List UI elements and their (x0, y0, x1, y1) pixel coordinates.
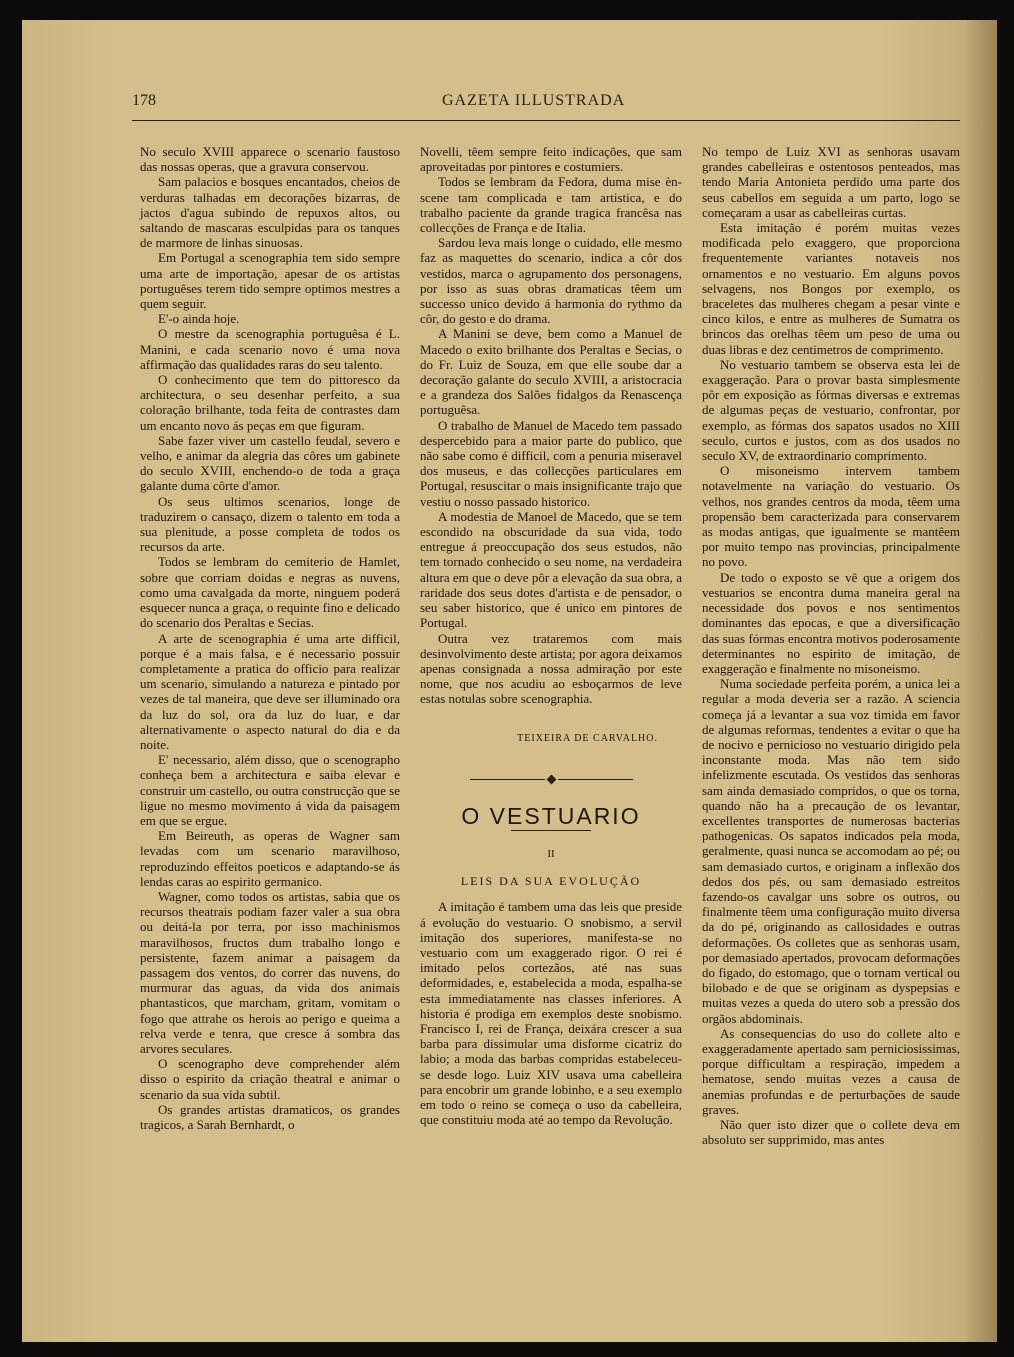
paragraph: Todos se lembram do cemiterio de Hamlet, sobre que corriam doidas e negras as nuvens, como uma cavalgada da morte, ninguem poderá esquecer nunca a graça, o requinte fino e delicado do scenario dos Peraltas e Secias. (140, 554, 400, 631)
paragraph: O conhecimento que tem do pittoresco da architectura, o seu desenhar perfeito, a sua coloração brilhante, toda feita de contrastes dam um encanto novo ás peças em que figuram. (140, 372, 400, 433)
paragraph: Os grandes artistas dramaticos, os grandes tragicos, a Sarah Bernhardt, o (140, 1101, 400, 1132)
paragraph: O trabalho de Manuel de Macedo tem passado despercebido para a maior parte do publico, que não sabe como é difficil, com a penuria miseravel dos museus, e das collecções particulares em Portugal, resuscitar o mais insignificante trajo que vestiu o nosso passado historico. (420, 417, 682, 509)
paragraph: Os seus ultimos scenarios, longe de traduzirem o cansaço, dizem o talento em toda a sua plenitude, a posse completa de todos os recursos da arte. (140, 493, 400, 555)
paragraph: Numa sociedade perfeita porém, a unica lei a regular a moda deveria ser a razão. A sciencia começa já a levantar a sua voz timida em favor de algumas reformas, tendentes a evitar o que ha de nocivo e pernicioso no vestuario dirigido pela inconstante moda. Mas não tem sido infelizmente escutada. Os vestidos das senhoras sam ainda demasiado compridos, o que os torna, quando não ha a precaução de os levantar, excellentes transportes de numerosas bacterias pathogenicas. Os sapatos indicados pela moda, geralmente, quasi nunca se accomodam ao pé; ou sam demasiado curtos, e originam a inflexão dos dedos dos pés, ou sam demasiado estreitos fazendo-os cavalgar uns sobre os outros, ou finalmente têem uma configuração muito diversa da do pé, originando as callosidades e outras deformações. Os colletes que as senhoras usam, por demasiado apertados, provocam deformações do figado, do estomago, que o tornam vertical ou bilobado e de que se originam as dyspepsias e muitas vezes a queda do utero sob a pressão dos orgãos abdominais. (702, 676, 960, 1026)
paragraph: E'-o ainda hoje. (158, 311, 240, 327)
paragraph: Outra vez trataremos com mais desinvolvimento deste artista; por agora deixamos apenas consignada a nossa admiração por este nome, que nos acudiu ao esboçarmos de leve estas notulas sobre scenographia. (420, 630, 682, 707)
paragraph: Wagner, como todos os artistas, sabia que os recursos theatrais podiam fazer valer a sua obra ou deitá-la por terra, por isso machinismos maravilhosos, fructos dum trabalho longo e persistente, fazem animar a paisagem da passagem dos ventos, do correr das nuvens, do murmurar das aguas, da vida dos animais phantasticos, que marcham, gritam, vomitam o fogo que attrahe os herois ao perigo e queima a relva verde e tenra, que cresce á sombra das arvores seculares. (140, 888, 400, 1056)
paragraph: Novelli, têem sempre feito indicações, que sam aproveitadas por pintores e costumiers. (420, 144, 682, 175)
paragraph: E' necessario, além disso, que o scenographo conheça bem a architectura e saiba elevar e construir um castello, ou outra construcção que se ligue no mesmo movimento á vida da paisagem em que se ergue. (140, 752, 400, 828)
paragraph: Em Portugal a scenographia tem sido sempre uma arte de importação, apesar de os artistas portuguêses terem tido sempre optimos mestres a quem seguir. (140, 250, 400, 312)
paragraph: Sam palacios e bosques encantados, cheios de verduras talhadas em decorações bizarras, de jactos d'agua subindo de repuxos altos, ou saltando de mascaras esculpidas para os tanques de marmore de linhas sinuosas. (140, 174, 400, 251)
paragraph: Sardou leva mais longe o cuidado, elle mesmo faz as maquettes do scenario, indica a côr dos vestidos, marca o agrupamento dos personagens, por isso as suas obras dramaticas têem um successo unico devido á harmonia do rythmo da côr, do gesto e do drama. (420, 235, 682, 327)
page-fold-shadow (967, 20, 997, 1342)
article-title: O VESTUARIO (461, 802, 641, 829)
paragraph: A Manini se deve, bem como a Manuel de Macedo o exito brilhante dos Peraltas e Secias, o do Fr. Luiz de Souza, em que elle soube dar a decoração galante do seculo XVIII, a aristocracia e a grandeza dos Salões fidalgos da Renascença portuguêsa. (420, 326, 682, 418)
column-1 (140, 144, 400, 1132)
paragraph: No vestuario tambem se observa esta lei de exaggeração. Para o provar basta simplesmente pôr em exposição as fórmas diversas e extremas de algumas peças de vestuario, confrontar, por exemplo, as fórmas dos sapatos usados no XIII seculo, curtos e justos, com as dos usados no seculo XV, de extraordinario comprimento. (702, 356, 960, 464)
paragraph: Esta imitação é porém muitas vezes modificada pelo exaggero, que proporciona frequentemente variantes notaveis nos ornamentos e no vestuario. Em alguns povos selvagens, nos Bongos por exemplo, os braceletes das mulheres chegam a pesar vinte e cinco kilos, e entre as mulheres de Sumatra os brincos das orelhas têem um peso de uma ou duas libras e dez centimetros de comprimento. (702, 220, 960, 357)
paragraph: Em Beireuth, as operas de Wagner sam levadas com um scenario maravilhoso, reproduzindo effeitos poeticos e adaptando-se ás lendas caras ao espirito germanico. (140, 828, 400, 889)
paragraph: No seculo XVIII apparece o scenario faustoso das nossas operas, que a gravura conservou. (140, 144, 400, 175)
page-number: 178 (132, 92, 156, 109)
running-title: GAZETA ILLUSTRADA (442, 92, 626, 109)
section-divider-ornament (420, 776, 682, 783)
paragraph: No tempo de Luiz XVI as senhoras usavam grandes cabelleiras e ostentosos penteados, mas tendo Maria Antonieta perdido uma parte dos seus cabellos em seguida a um parto, logo se começaram a usar as cabelleiras curtas. (702, 144, 960, 220)
article-section-number: II (547, 847, 555, 860)
paragraph: O misoneismo intervem tambem notavelmente na variação do vestuario. Os velhos, nos grandes centros da moda, têem uma propensão bem caracterizada para conservarem as modas antigas, que igualmente se mantêem por muito tempo nas provincias, principalmente no povo. (702, 463, 960, 570)
author-signature: TEIXEIRA DE CARVALHO. (517, 732, 658, 744)
article-subtitle: LEIS DA SUA EVOLUÇÃO (460, 874, 642, 889)
paragraph: A imitação é tambem uma das leis que preside á evolução do vestuario. O snobismo, a servil imitação dos superiores, manifesta-se no vestuario com um exaggerado rigor. O rei é imitado pelos cortezãos, até nas suas deformidades, e, estabelecida a moda, espalha-se esta immediatamente nas classes inferiores. A historia é prodiga em exemplos deste snobismo. Francisco I, rei de França, deixára crescer a sua barba para dissimular uma disforme cicatriz do labio; a moda das barbas compridas estabeleceu-se desde logo. Luiz XIV usava uma cabelleira para encobrir um grande lobinho, e a seu exemplo em todo o reino se começa o uso da cabelleira, que constituiu moda até ao tempo da Revolução. (420, 899, 682, 1128)
paragraph: O scenographo deve comprehender além disso o espirito da criação theatral e animar o scenario da sua vida subtil. (140, 1056, 400, 1102)
header-rule (132, 120, 960, 121)
paragraph: A arte de scenographia é uma arte difficil, porque é a mais falsa, e é necessario possuir completamente a pratica do officio para realizar um scenario, simulando a natureza e pintado por vezes de tal maneira, que deve ser illuminado ora da luz do sol, ora da luz do luar, e dar alternativamente o aspecto natural do dia e da noite. (140, 630, 400, 752)
page-header (22, 92, 997, 112)
paragraph: A modestia de Manoel de Macedo, que se tem escondido na obscuridade da sua vida, todo entregue á preoccupação dos seus estudos, não tem tornado conhecido o seu nome, na verdadeira altura em que o deve pôr a elevação da sua obra, a raridade dos seus dotes d'artista e de pensador, o seu saber historico, que é unico em pintores de Portugal. (420, 508, 682, 631)
paragraph: Não quer isto dizer que o collete deva em absoluto ser supprimido, mas antes (702, 1117, 960, 1148)
paragraph: Todos se lembram da Fedora, duma mise èn-scene tam complicada e tam artistica, e do trabalho paciente da grande tragica francêsa nas collecções de França e de Italia. (420, 174, 682, 236)
column-2 (420, 144, 682, 1127)
newspaper-page (22, 20, 997, 1342)
column-3 (702, 144, 960, 1147)
paragraph: O mestre da scenographia portuguêsa é L. Manini, e cada scenario novo é uma nova affirmação das qualidades raras do seu talento. (140, 326, 400, 372)
paragraph: As consequencias do uso do collete alto e exaggeradamente apertado sam perniciosissimas, porque difficultam a respiração, impedem a hematose, sendo muitas vezes a causa de anemias profundas e de perturbações de saude graves. (702, 1025, 960, 1117)
title-underline (511, 830, 591, 831)
paragraph: De todo o exposto se vê que a origem dos vestuarios se encontra duma maneira geral na necessidade dos povos e nos sentimentos dominantes das epocas, e que a diversificação das suas fórmas encontra motivos poderosamente determinantes no espirito de imitação, de exaggeração e finalmente no misoneismo. (702, 569, 960, 676)
paragraph: Sabe fazer viver um castello feudal, severo e velho, e animar da alegria das côres um gabinete do seculo XVIII, enchendo-o de toda a graça galante duma côrte d'amor. (140, 432, 400, 494)
